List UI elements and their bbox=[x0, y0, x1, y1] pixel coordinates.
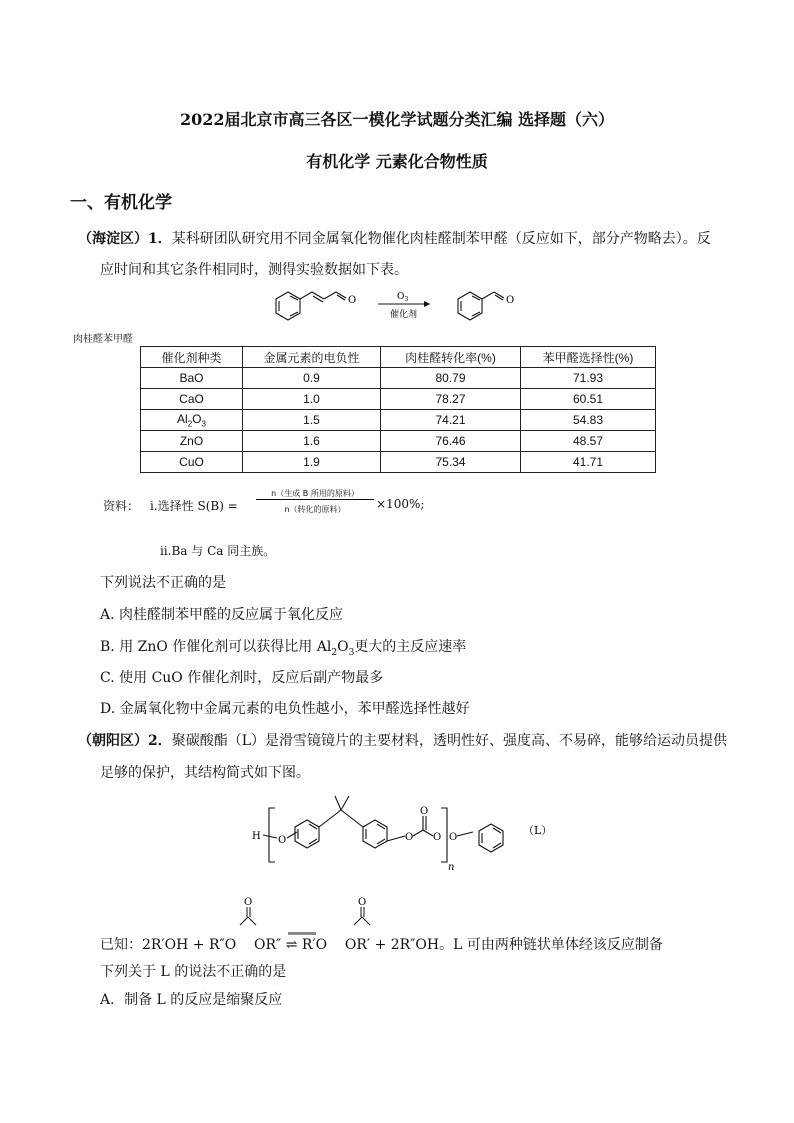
q2-tag: （朝阳区）2． bbox=[78, 733, 172, 749]
known-text: OR′ + 2R″OH bbox=[344, 937, 440, 953]
table-header-cell: 肉桂醛转化率(%) bbox=[381, 347, 521, 368]
table-header-cell: 金属元素的电负性 bbox=[243, 347, 381, 368]
arrow-head bbox=[424, 301, 430, 307]
table-cell: 76.46 bbox=[381, 431, 521, 452]
table-row bbox=[141, 368, 656, 389]
q1-option-b bbox=[100, 637, 466, 663]
table-cell: 60.51 bbox=[521, 389, 656, 410]
q1-tag: （海淀区）1． bbox=[78, 231, 172, 247]
carbonyl-o-label: O bbox=[358, 897, 367, 908]
known-text: R′O bbox=[301, 937, 328, 953]
table-cell: 1.9 bbox=[243, 452, 381, 473]
aldehyde-o-label: O bbox=[348, 295, 357, 306]
ether-o-label: O bbox=[278, 835, 287, 846]
q1-data-table bbox=[140, 346, 656, 473]
q1-note-i-prefix: ⅰ.选择性 S(B) = bbox=[150, 499, 238, 513]
q1-option-a: A. 肉桂醛制苯甲醛的反应属于氧化反应 bbox=[100, 607, 344, 623]
table-row bbox=[141, 389, 656, 410]
table-cell: 1.5 bbox=[243, 410, 381, 431]
table-cell: 54.83 bbox=[521, 410, 656, 431]
cinnamaldehyde-structure bbox=[276, 292, 346, 320]
q1-stem-line2: 应时间和其它条件相同时，测得实验数据如下表。 bbox=[100, 262, 408, 278]
subscript: 2 bbox=[331, 647, 338, 658]
polymer-l-label: （L） bbox=[523, 824, 553, 837]
q1-note-label: 资料： bbox=[103, 499, 140, 513]
ester-o-label: O bbox=[433, 832, 442, 843]
q2-option-a: A．制备 L 的反应是缩聚反应 bbox=[100, 992, 283, 1008]
q1-reaction-scheme bbox=[260, 280, 530, 330]
q2-stem-line1 bbox=[78, 731, 738, 751]
table-row bbox=[141, 431, 656, 452]
carbonyl-o-label: O bbox=[420, 806, 429, 817]
chain-end-h: H bbox=[252, 831, 261, 842]
reagent-catalyst: 催化剂 bbox=[390, 310, 418, 320]
known-text: OR″ bbox=[254, 937, 282, 953]
table-cell: CaO bbox=[141, 389, 243, 410]
table-cell: $Al_2O_3$ bbox=[141, 410, 243, 431]
q1-option-b-text: O bbox=[337, 639, 349, 655]
known-reaction-carbonyls bbox=[220, 895, 400, 935]
q1-question: 下列说法不正确的是 bbox=[100, 575, 226, 591]
table-cell: 1.6 bbox=[243, 431, 381, 452]
table-cell: 1.0 bbox=[243, 389, 381, 410]
table-cell: 75.34 bbox=[381, 452, 521, 473]
ester-o-label: O bbox=[405, 832, 414, 843]
q1-note-i-suffix: ×100%; bbox=[376, 497, 425, 511]
document-subtitle: 有机化学 元素化合物性质 bbox=[306, 152, 488, 171]
subscript: 3 bbox=[348, 647, 355, 658]
carbonyl-o-label: O bbox=[244, 897, 253, 908]
q1-note-i-denominator: n（转化的原料） bbox=[284, 505, 346, 514]
reagent-ozone: $O_3$ bbox=[397, 292, 409, 303]
table-cell: BaO bbox=[141, 368, 243, 389]
table-cell: 0.9 bbox=[243, 368, 381, 389]
table-cell: 48.57 bbox=[521, 431, 656, 452]
q1-option-c: C. 使用 CuO 作催化剂时，反应后副产物最多 bbox=[100, 670, 384, 686]
table-cell: 74.21 bbox=[381, 410, 521, 431]
q2-stem-text1: 聚碳酸酯（L）是滑雪镜镜片的主要材料，透明性好、强度高、不易碎，能够给运动员提供 bbox=[171, 733, 728, 749]
table-cell: 80.79 bbox=[381, 368, 521, 389]
known-text: 已知：2R′OH + R″O bbox=[100, 937, 237, 953]
polycarbonate-structure bbox=[245, 780, 565, 870]
table-row bbox=[141, 452, 656, 473]
table-cell: 41.71 bbox=[521, 452, 656, 473]
document-title: 2022届北京市高三各区一模化学试题分类汇编 选择题（六） bbox=[179, 110, 615, 129]
q1-note-ii: ⅱ.Ba 与 Ca 同主族。 bbox=[160, 544, 276, 558]
q1-option-b-text: 更大的主反应速率 bbox=[354, 639, 467, 655]
q1-option-d: D. 金属氧化物中金属元素的电负性越小，苯甲醛选择性越好 bbox=[100, 701, 470, 717]
benzaldehyde-structure bbox=[458, 292, 504, 320]
table-cell: ZnO bbox=[141, 431, 243, 452]
q1-stem-text1: 某科研团队研究用不同金属氧化物催化肉桂醛制苯甲醛（反应如下，部分产物略去）。反 bbox=[171, 231, 711, 247]
known-text: 。L 可由两种链状单体经该反应制备 bbox=[439, 937, 663, 953]
table-cell: 78.27 bbox=[381, 389, 521, 410]
table-header-cell: 催化剂种类 bbox=[141, 347, 243, 368]
table-header-row bbox=[141, 347, 656, 368]
table-row bbox=[141, 410, 656, 431]
table-cell: 71.93 bbox=[521, 368, 656, 389]
q2-stem-line2: 足够的保护，其结构简式如下图。 bbox=[100, 765, 310, 781]
q1-option-b-text: B. 用 ZnO 作催化剂可以获得比用 Al bbox=[100, 639, 332, 655]
benzaldehyde-o-label: O bbox=[506, 295, 515, 306]
q2-question: 下列关于 L 的说法不正确的是 bbox=[100, 964, 287, 980]
q1-note-i-numerator: n（生成 B 所用的原料） bbox=[256, 488, 374, 500]
table-cell: CuO bbox=[141, 452, 243, 473]
ester-o-label: O bbox=[449, 832, 458, 843]
q1-structure-caption: 肉桂醛苯甲醛 bbox=[73, 334, 133, 345]
table-header-cell: 苯甲醛选择性(%) bbox=[521, 347, 656, 368]
section-heading: 一、有机化学 bbox=[70, 193, 172, 213]
repeat-n-label: n bbox=[448, 862, 455, 870]
q2-known-reaction: 已知：2R′OH + R″O OR″ ⇌ R′O OR′ + 2R″OH。L 可由两种链状单体经该反应制备 bbox=[100, 937, 663, 953]
q1-stem-line1 bbox=[78, 229, 728, 249]
